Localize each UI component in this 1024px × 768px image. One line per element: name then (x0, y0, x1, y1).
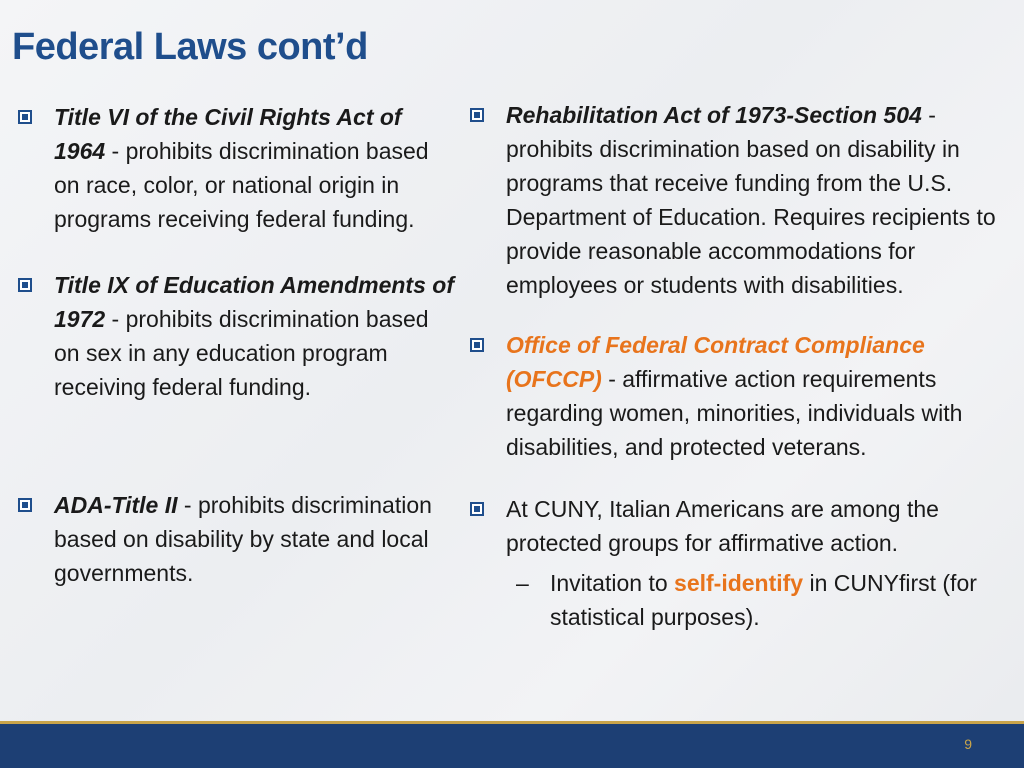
term-rehabilitation-act: Rehabilitation Act of 1973-Section 504 (506, 102, 922, 128)
sub-text-after: in CUNYfirst (for statistical purposes). (550, 570, 977, 630)
square-bullet-icon (18, 498, 32, 512)
square-bullet-icon (470, 502, 484, 516)
term-title-vi: Title VI of the Civil Rights Act of 1964 (54, 104, 402, 164)
footer-bar (0, 721, 1024, 768)
sub-text-before: Invitation to (550, 570, 675, 596)
term-ada-title-ii: ADA-Title II (54, 492, 178, 518)
dash-bullet: – (516, 570, 529, 596)
square-bullet-icon (18, 110, 32, 124)
left-column (18, 100, 458, 590)
square-bullet-icon (470, 108, 484, 122)
slide-title: Federal Laws cont’d (12, 26, 368, 68)
desc-cuny: At CUNY, Italian Americans are among the protected groups for affirmative action. (506, 496, 939, 556)
bullet-title-ix (18, 268, 458, 404)
right-column (470, 98, 1000, 634)
square-bullet-icon (18, 278, 32, 292)
desc-title-vi: - prohibits discrimination based on race, color, or national origin in programs receiving federal funding. (54, 138, 429, 232)
desc-rehabilitation-act: - prohibits discrimination based on disability in programs that receive funding from the U.S. Department of Education. Requires recipients to provide reasonable accommodations for employees or students with disabilities. (506, 102, 996, 298)
square-bullet-icon (470, 338, 484, 352)
term-title-ix: Title IX of Education Amendments of 1972 (54, 272, 454, 332)
bullet-cuny (470, 492, 1000, 560)
desc-ofccp: - affirmative action requirements regarding women, minorities, individuals with disabilities, and protected veterans. (506, 366, 963, 460)
page-number: 9 (964, 736, 972, 752)
sub-bullet-self-identify (470, 566, 1000, 634)
bullet-ofccp (470, 328, 1000, 464)
bullet-title-vi (18, 100, 458, 236)
self-identify-highlight: self-identify (674, 570, 804, 596)
desc-title-ix: - prohibits discrimination based on sex in any education program receiving federal funding. (54, 306, 429, 400)
desc-ada-title-ii: - prohibits discrimination based on disability by state and local governments. (54, 492, 432, 586)
bullet-rehabilitation-act (470, 98, 1000, 302)
bullet-ada-title-ii (18, 488, 458, 590)
term-ofccp: Office of Federal Contract Compliance (OFCCP) (506, 332, 925, 392)
